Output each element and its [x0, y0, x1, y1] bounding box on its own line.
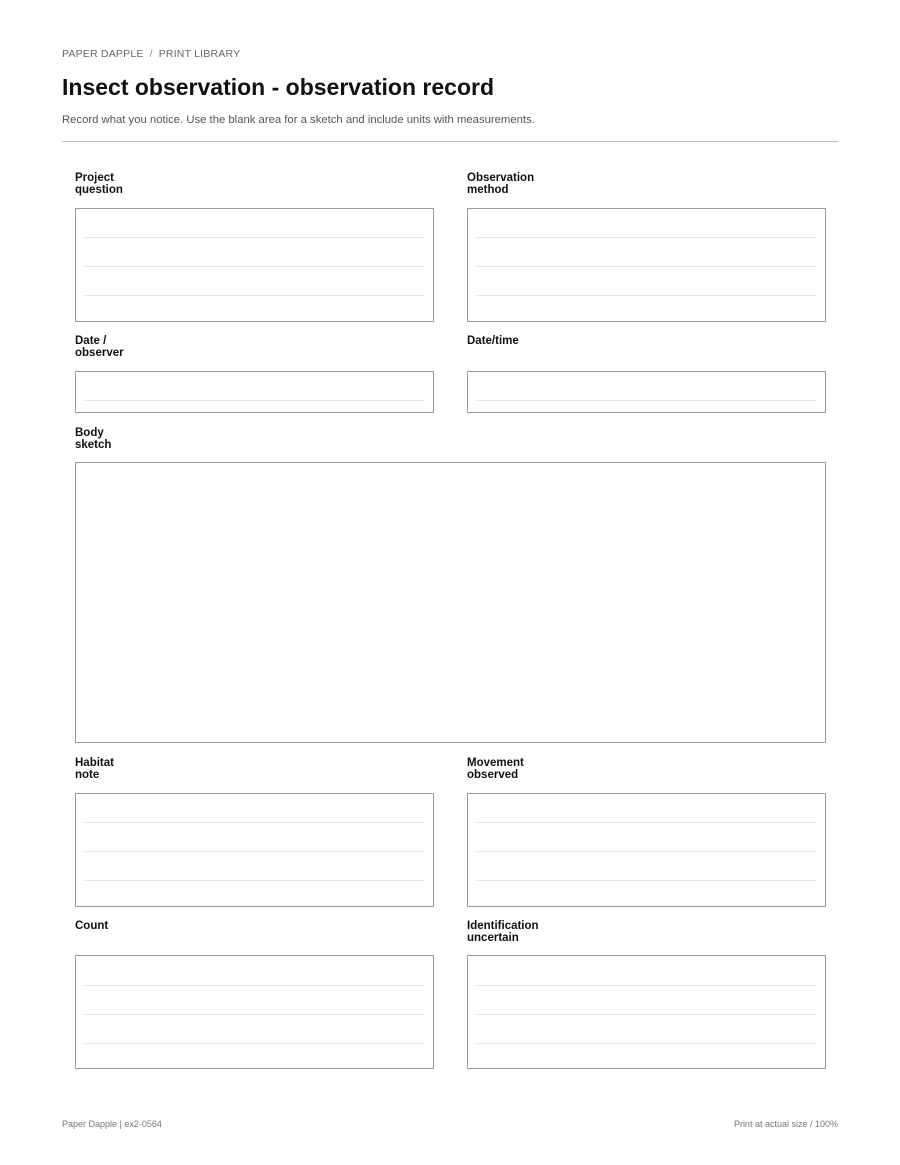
observation-method-writing-box[interactable] [467, 208, 826, 322]
header-divider [62, 141, 838, 142]
habitat-note-writing-box[interactable] [75, 793, 434, 907]
field-label: Count [75, 920, 109, 932]
writing-line [477, 985, 816, 986]
body-sketch-area[interactable] [75, 462, 826, 743]
field-label: Observation method [467, 172, 535, 196]
field-label: Identification uncertain [467, 920, 539, 944]
worksheet-page [62, 0, 838, 1165]
breadcrumb-section: PRINT LIBRARY [158, 48, 241, 60]
writing-line [85, 880, 424, 881]
writing-line [85, 266, 424, 267]
date-time-writing-box[interactable] [467, 371, 826, 413]
writing-line [85, 400, 424, 401]
page-subtitle: Record what you notice. Use the blank area for a sketch and include units with measurements. [62, 114, 535, 126]
writing-line [477, 880, 816, 881]
field-label: Date/time [467, 335, 519, 347]
writing-line [85, 851, 424, 852]
writing-line [477, 237, 816, 238]
breadcrumb-site: PAPER DAPPLE [62, 48, 144, 60]
breadcrumb [62, 48, 240, 60]
writing-line [477, 822, 816, 823]
field-label: Habitat note [75, 757, 114, 781]
writing-line [477, 266, 816, 267]
count-writing-box[interactable] [75, 955, 434, 1069]
writing-line [85, 237, 424, 238]
writing-line [477, 400, 816, 401]
page-title: Insect observation - observation record [62, 74, 495, 100]
movement-observed-writing-box[interactable] [467, 793, 826, 907]
footer-source: Paper Dapple | ex2-0564 [62, 1119, 162, 1129]
writing-line [85, 1043, 424, 1044]
project-question-writing-box[interactable] [75, 208, 434, 322]
field-label: Project question [75, 172, 123, 196]
identification-uncertain-writing-box[interactable] [467, 955, 826, 1069]
field-label: Date / observer [75, 335, 124, 359]
footer-print-note: Print at actual size / 100% [733, 1119, 838, 1129]
field-label: Movement observed [467, 757, 524, 781]
writing-line [477, 295, 816, 296]
writing-line [477, 1043, 816, 1044]
breadcrumb-separator: / [149, 48, 153, 60]
writing-line [85, 822, 424, 823]
writing-line [85, 295, 424, 296]
date-observer-writing-box[interactable] [75, 371, 434, 413]
writing-line [85, 1014, 424, 1015]
field-label: Body sketch [75, 427, 112, 451]
writing-line [477, 851, 816, 852]
writing-line [477, 1014, 816, 1015]
writing-line [85, 985, 424, 986]
